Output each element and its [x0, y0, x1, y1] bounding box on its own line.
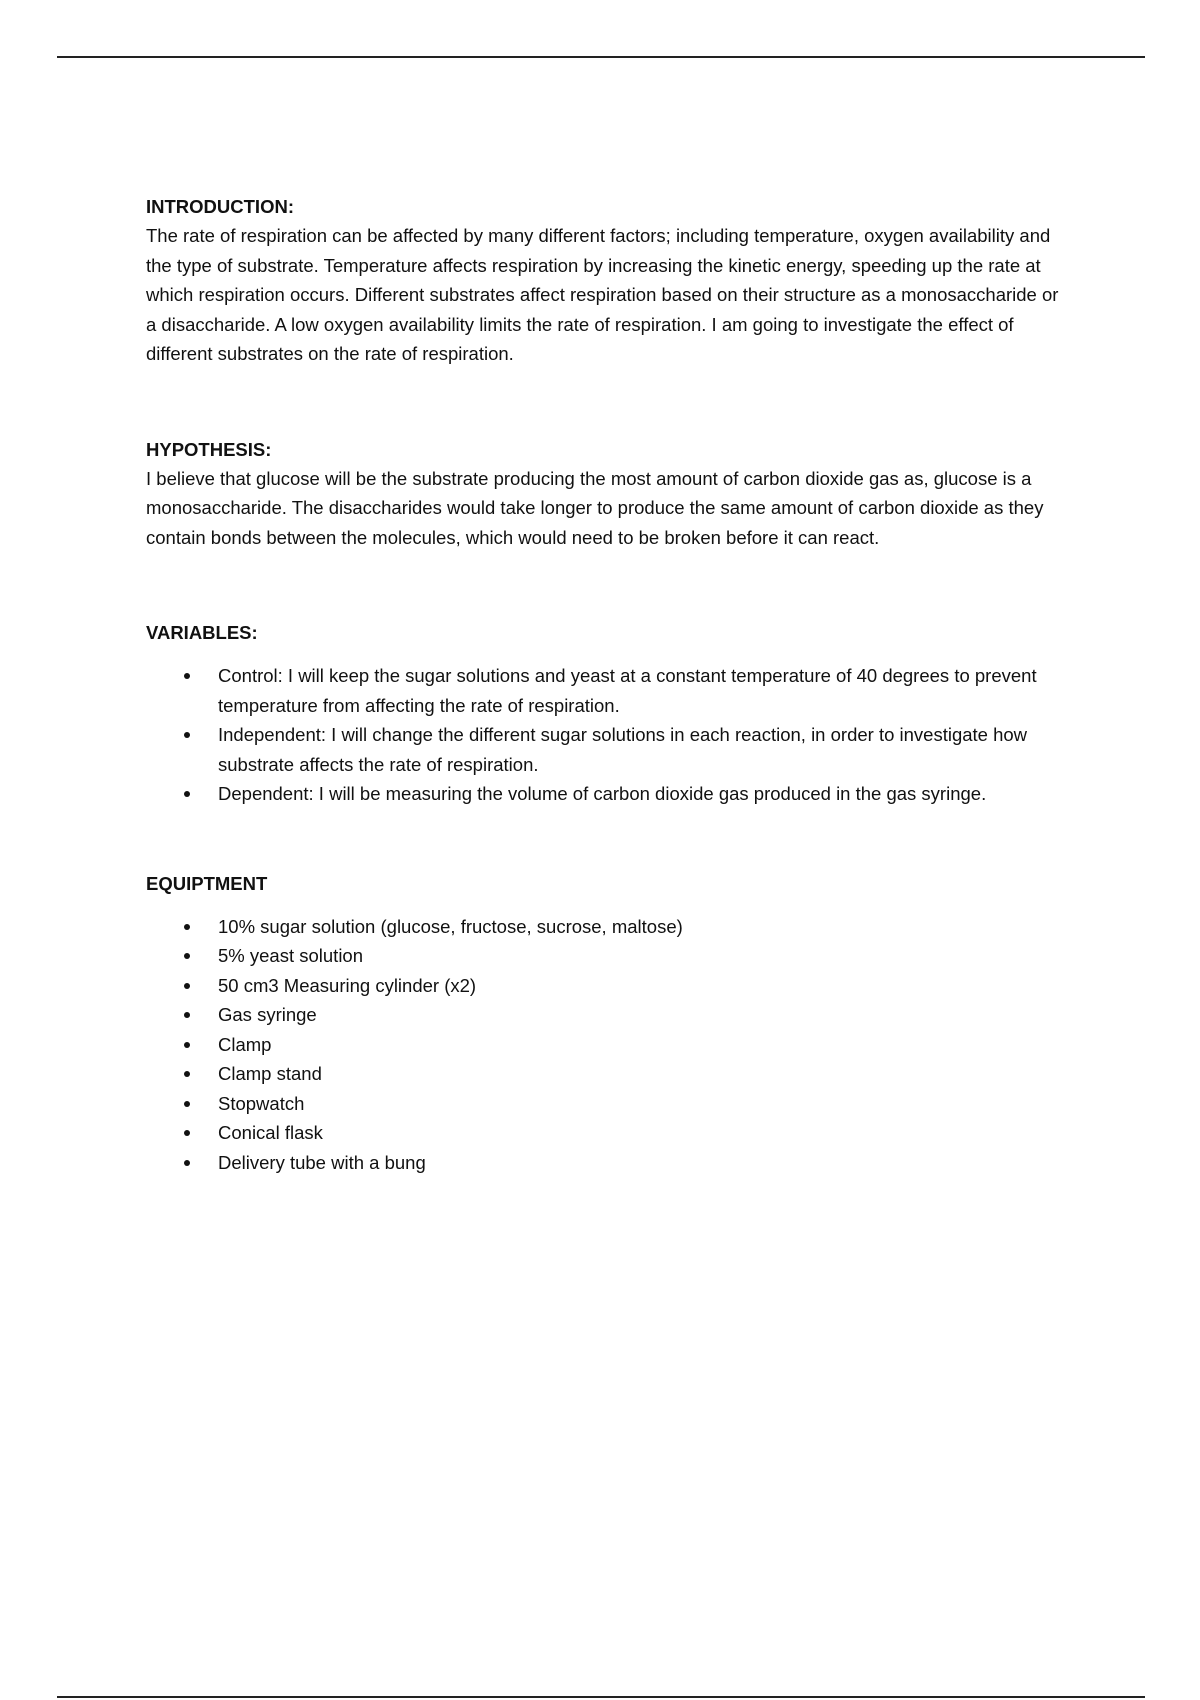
equipment-heading: EQUIPTMENT — [146, 872, 268, 894]
list-item-text: Clamp — [218, 1033, 272, 1055]
bullet-icon — [184, 953, 190, 959]
bullet-icon — [184, 1130, 190, 1136]
list-item — [146, 912, 1066, 942]
equipment-section — [146, 869, 1066, 1178]
variables-heading: VARIABLES: — [146, 622, 258, 643]
bullet-icon — [184, 924, 190, 930]
bullet-icon — [184, 732, 190, 738]
introduction-text: The rate of respiration can be affected by many different factors; including temperature, oxygen availability and the type of substrate. Temperature affects respiration by increasing the kinetic energy, speeding up the rate at which respiration occurs. Different substrates affect respiration based on their structure as a monosaccharide or a disaccharide. A low oxygen availability limits the rate of respiration. I am going to investigate the effect of different substrates on the rate of respiration. — [146, 225, 1059, 364]
bullet-icon — [184, 1071, 190, 1077]
bullet-icon — [184, 983, 190, 989]
bullet-icon — [184, 791, 190, 797]
list-item-text: Stopwatch — [218, 1092, 305, 1114]
bullet-icon — [184, 1042, 190, 1048]
list-item-text: 50 cm3 Measuring cylinder (x2) — [218, 974, 477, 996]
list-item — [146, 1148, 1066, 1178]
variables-section — [146, 618, 1066, 809]
hypothesis-heading: HYPOTHESIS: — [146, 438, 272, 460]
list-item-text: Clamp stand — [218, 1063, 322, 1084]
list-item-text: Gas syringe — [218, 1004, 317, 1025]
bottom-rule — [57, 1696, 1145, 1698]
variables-list — [146, 661, 1066, 809]
list-item — [146, 779, 1066, 809]
hypothesis-section — [146, 435, 1066, 553]
list-item — [146, 941, 1066, 971]
introduction-heading: INTRODUCTION: — [146, 196, 294, 217]
list-item-text: Independent: I will change the different sugar solutions in each reaction, in order to investigate how substrate affects the rate of respiration. — [218, 724, 1028, 775]
equipment-list — [146, 912, 1066, 1178]
introduction-section — [146, 192, 1066, 369]
list-item-text: 5% yeast solution — [218, 945, 364, 966]
hypothesis-text: I believe that glucose will be the substrate producing the most amount of carbon dioxide gas as, glucose is a monosaccharide. The disaccharides would take longer to produce the same amount of carbon dioxide as they contain bonds between the molecules, which would need to be broken before it can react. — [146, 467, 1044, 548]
list-item — [146, 720, 1066, 779]
list-item — [146, 1118, 1066, 1148]
list-item-text: Conical flask — [218, 1122, 323, 1143]
list-item-text: Dependent: I will be measuring the volume of carbon dioxide gas produced in the gas syringe. — [218, 783, 987, 804]
list-item-text: 10% sugar solution (glucose, fructose, sucrose, maltose) — [218, 915, 683, 937]
list-item-text: Control: I will keep the sugar solutions and yeast at a constant temperature of 40 degrees to prevent temperature from affecting the rate of respiration. — [218, 665, 1037, 716]
list-item-text: Delivery tube with a bung — [218, 1151, 426, 1173]
list-item — [146, 1000, 1066, 1030]
list-item — [146, 1030, 1066, 1060]
list-item — [146, 1089, 1066, 1119]
bullet-icon — [184, 673, 190, 679]
top-rule — [57, 56, 1145, 58]
bullet-icon — [184, 1101, 190, 1107]
list-item — [146, 1059, 1066, 1089]
bullet-icon — [184, 1160, 190, 1166]
bullet-icon — [184, 1012, 190, 1018]
document-body — [146, 192, 1066, 1177]
list-item — [146, 661, 1066, 720]
list-item — [146, 971, 1066, 1001]
